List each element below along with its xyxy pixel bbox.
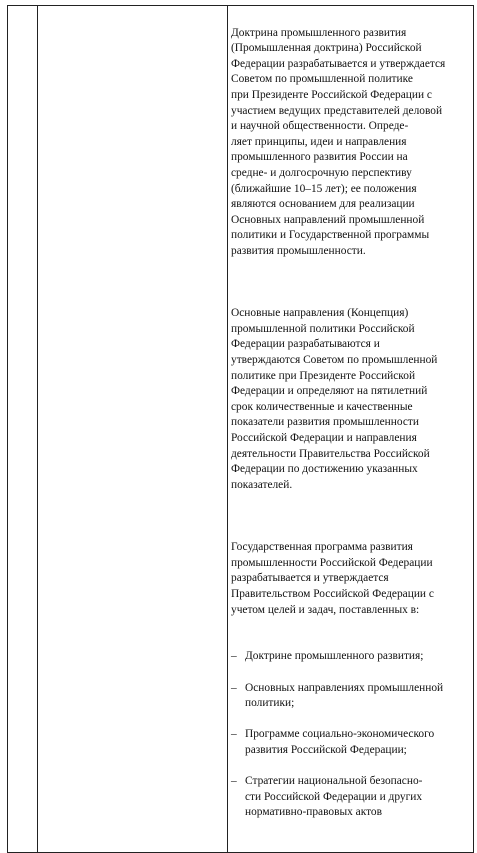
list-item-text: Основных направлениях промышленной политики;: [245, 681, 444, 710]
list-item-text: Программе социально-экономического развития Российской Федерации;: [245, 728, 435, 756]
list-item: [231, 649, 470, 665]
paragraph-main-directions: Основные направления (Концепция) промышленной политики Российской Федерации разрабатываются и утверждаются Советом по промышленной политике при Президенте Российской Федерации и определяют на пятилетний срок количественные и качественные показатели развития промышленности Российской Федерации и направления деятельности Правительства Российской Федерации по достижению указанных показателей.: [231, 307, 438, 491]
list-dash: –: [231, 650, 237, 663]
list-item: [231, 727, 470, 758]
empty-cell-name: [38, 6, 228, 853]
list-dash: –: [231, 681, 237, 694]
paragraph-industrial-doctrine: Доктрина промышленного развития (Промышленная доктрина) Российской Федерации разрабатывается и утверждается Советом по промышленной политике при Президенте Российской Федерации с участием ведущих представителей деловой и научной общественности. Опреде- ляет принципы, идеи и направления промышленного развития России на средне- и долгосрочную перспективу (ближайшие 10–15 лет); ее положения являются основанием для реализации Основных направлений промышленной политики и Государственной программы развития промышленности.: [231, 26, 446, 257]
empty-cell-number: [8, 6, 38, 853]
list-item-text: Стратегии национальной безопасно- сти Российской Федерации и других нормативно-правовых актов: [245, 775, 423, 819]
list-dash: –: [231, 775, 237, 788]
list-item: [231, 774, 470, 821]
paragraph-state-program: Государственная программа развития промышленности Российской Федерации разрабатывается и утверждается Правительством Российской Федерации с учетом целей и задач, поставленных в:: [231, 541, 434, 616]
paragraph-spacer: [231, 275, 470, 291]
basis-list: [231, 634, 470, 837]
paragraph-spacer: [231, 509, 470, 525]
text-cell: [228, 6, 474, 853]
document-table: [7, 5, 474, 853]
cell-content: [228, 6, 473, 852]
list-item: [231, 681, 470, 712]
table-row: [8, 6, 474, 853]
list-item-text: Доктрине промышленного развития;: [245, 650, 424, 663]
list-dash: –: [231, 728, 237, 741]
